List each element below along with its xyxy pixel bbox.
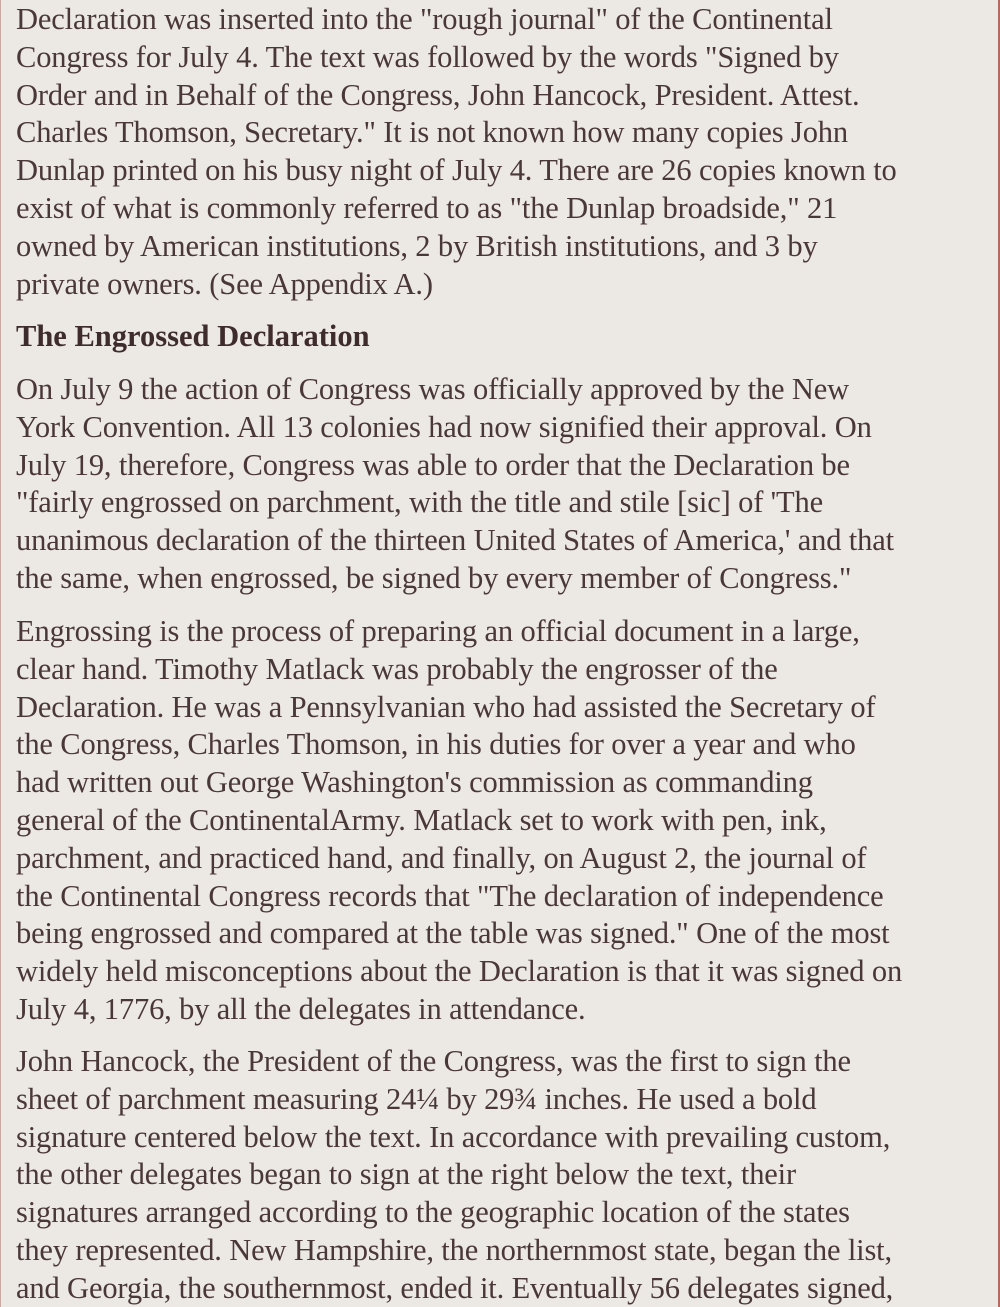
- paragraph-hancock-signature: John Hancock, the President of the Congress, was the first to sign the sheet of parchment measuring 24¼ by 29¾ inches. He used a bold signature centered below the text. In accordance with prevailing custom, the other delegates began to sign at the right below the text, their signatures arranged according to the geographic location of the states they represented. New Hampshire, the northernmost state, began the list, and Georgia, the southernmost, ended it. Eventually 56 delegates signed,: [16, 1044, 894, 1305]
- paragraph-dunlap-broadside: Declaration was inserted into the "rough journal" of the Continental Congress for July 4. The text was followed by the words "Signed by Order and in Behalf of the Congress, John Hancock, President. Attest. Charles Thomson, Secretary." It is not known how many copies John Dunlap printed on his busy night of July 4. There are 26 copies known to exist of what is commonly referred to as "the Dunlap broadside," 21 owned by American institutions, 2 by British institutions, and 3 by private owners. (See Appendix A.): [16, 2, 897, 301]
- paragraph-engrossing: Engrossing is the process of preparing an official document in a large, clear hand. Timothy Matlack was probably the engrosser of the Declaration. He was a Pennsylvanian who had assisted the Secretary of the Congress, Charles Thomson, in his duties for over a year and who had written out George Washington's commission as commanding general of the ContinentalArmy. Matlack set to work with pen, ink, parchment, and practiced hand, and finally, on August 2, the journal of the Continental Congress records that "The declaration of independence being engrossed and compared at the table was signed." One of the most widely held misconceptions about the Declaration is that it was signed on July 4, 1776, by all the delegates in attendance.: [16, 614, 903, 1026]
- section-heading: The Engrossed Declaration: [16, 319, 370, 353]
- document-content: [16, 0, 988, 1307]
- paragraph-new-york-approval: On July 9 the action of Congress was officially approved by the New York Convention. All 13 colonies had now signified their approval. On July 19, therefore, Congress was able to order that the Declaration be "fairly engrossed on parchment, with the title and stile [sic] of 'The unanimous declaration of the thirteen United States of America,' and that the same, when engrossed, be signed by every member of Congress.": [16, 372, 894, 595]
